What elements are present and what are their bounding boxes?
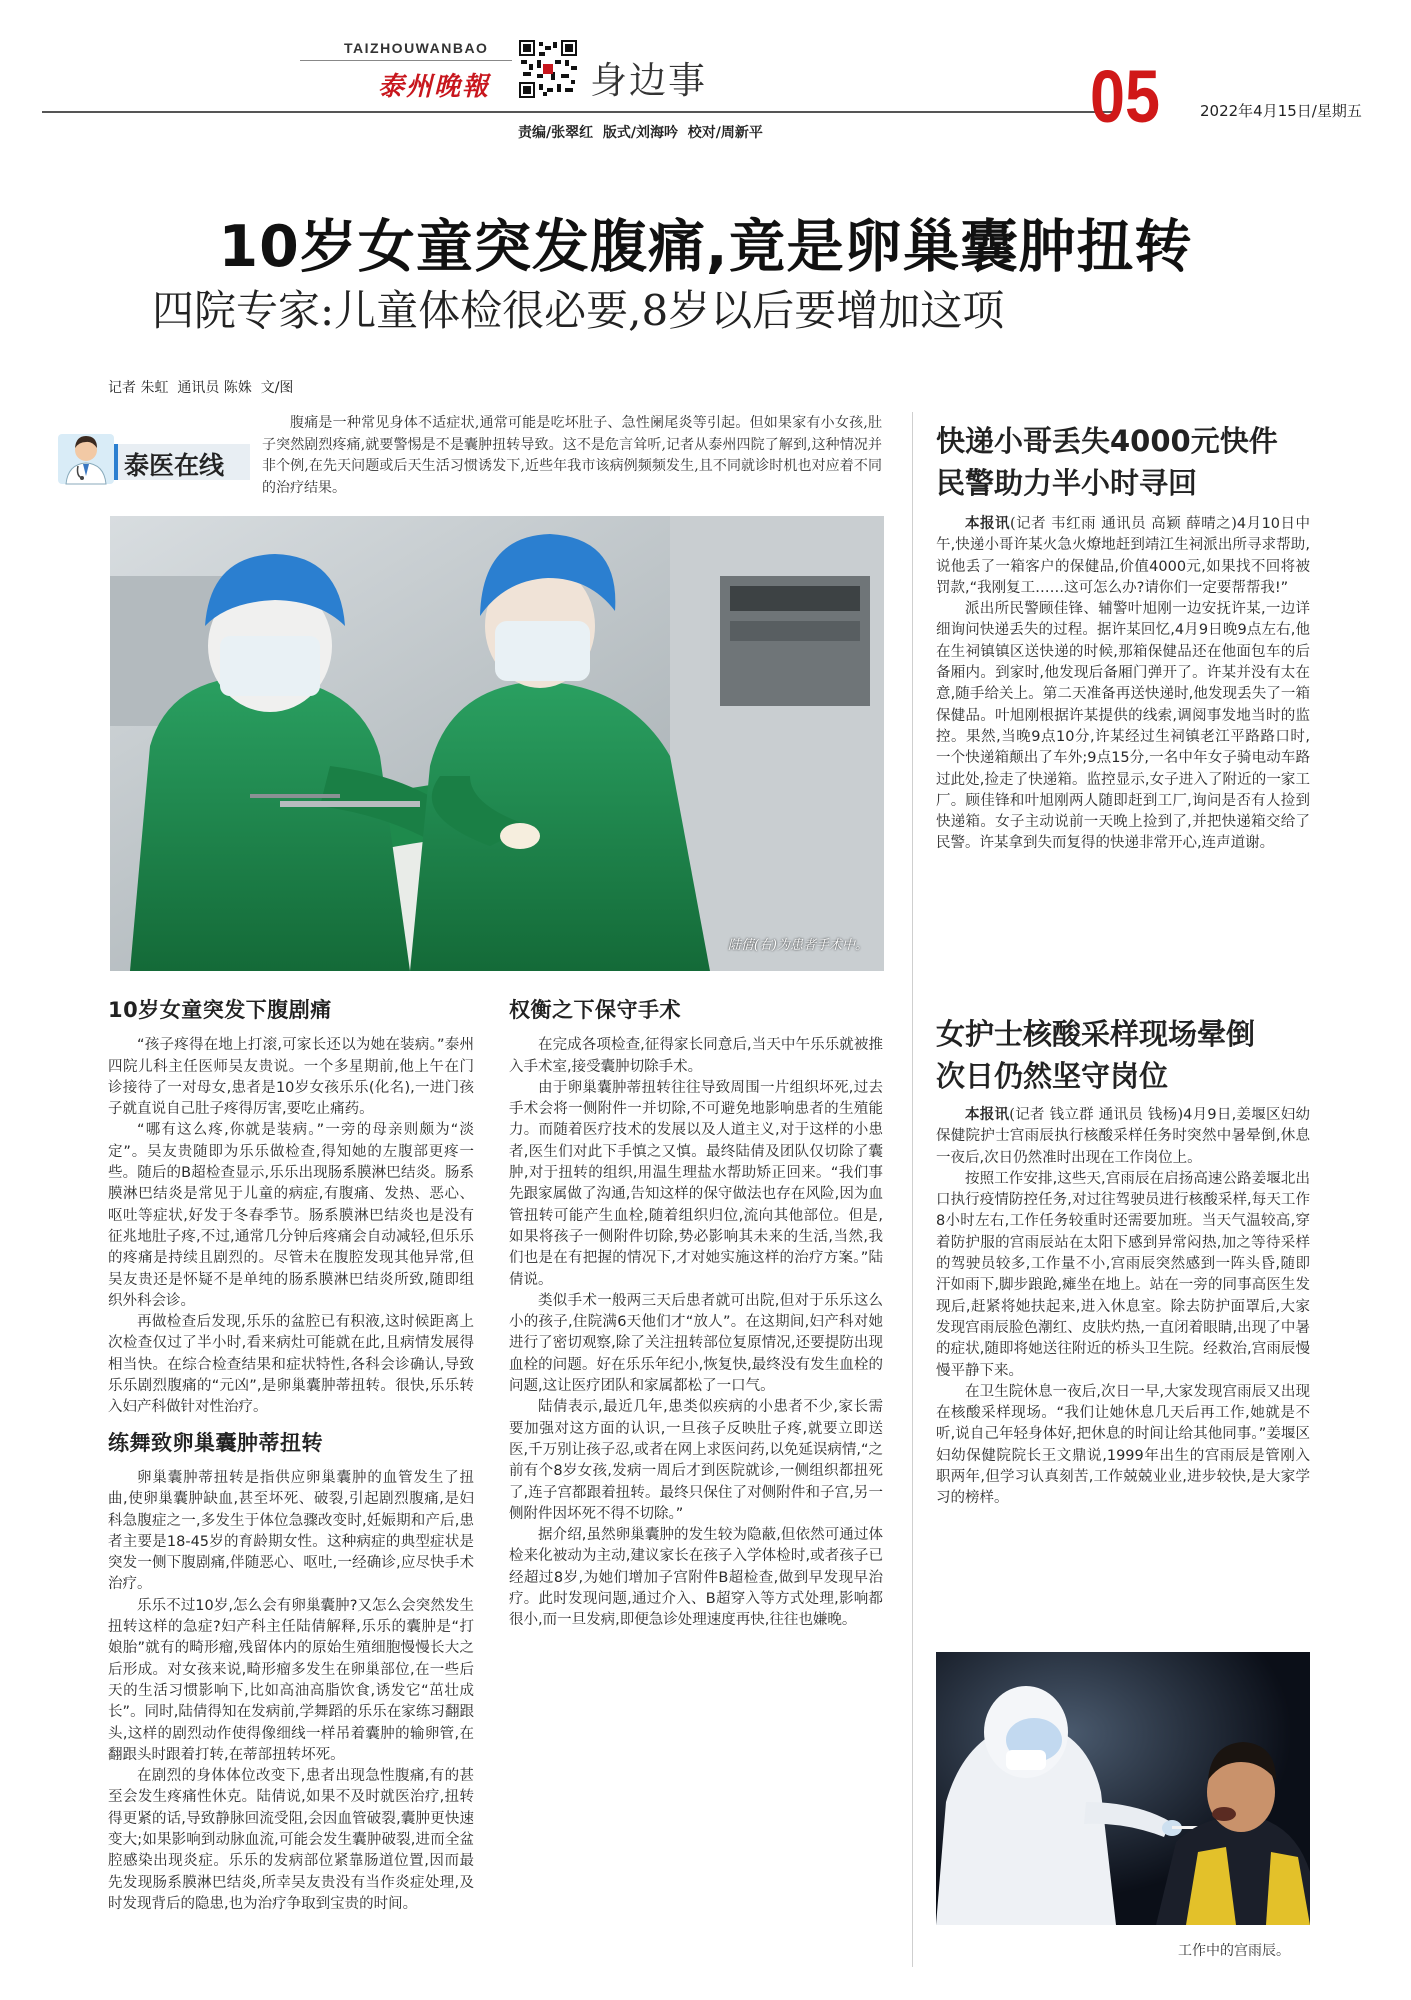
section-heading-1: 10岁女童突发下腹剧痛 xyxy=(108,998,332,1022)
lead-byline: 记者 朱虹 通讯员 陈姝 文/图 xyxy=(108,380,294,396)
dateline: 本报讯 xyxy=(965,516,1010,532)
paragraph: 4月9日,姜堰区妇幼保健院护士宫雨辰执行核酸采样任务时突然中暑晕倒,休息一夜后,次日仍然准时出现在工作岗位上。 xyxy=(936,1107,1311,1166)
nurse-sampling-photo xyxy=(936,1652,1310,1925)
paragraph: 陆倩表示,最近几年,患类似疾病的小患者不少,家长需要加强对这方面的认识,一旦孩子反映肚子疼,就要立即送医,千万别让孩子忍,或者在网上求医问药,以免延误病情,“之前有个8岁女孩,发病一周后才到医院就诊,一侧组织都扭死了,连子宫都跟着扭转。最终只保住了对侧附件和子宫,另一侧附件因坏死不得不切除。” xyxy=(509,1399,883,1522)
story3-title-line2: 次日仍然坚守岗位 xyxy=(936,1059,1169,1093)
section-heading-2: 练舞致卵巢囊肿蒂扭转 xyxy=(108,1430,323,1455)
masthead-top-rule xyxy=(300,60,512,61)
surgery-photo xyxy=(110,516,884,971)
story2-title-line2: 民警助力半小时寻回 xyxy=(936,466,1198,500)
right-rail-divider xyxy=(912,412,913,1967)
masthead-pinyin: TAIZHOUWANBAO xyxy=(344,40,489,56)
column-label: 泰医在线 xyxy=(124,451,225,480)
story2-body xyxy=(936,514,1310,855)
paragraph: 再做检查后发现,乐乐的盆腔已有积液,这时候距离上次检查仅过了半小时,看来病灶可能就在此,且病情发展得相当快。在综合检查结果和症状特性,各科会诊确认,导致乐乐剧烈腹痛的“元凶”,是卵巢囊肿蒂扭转。很快,乐乐转入妇产科做针对性治疗。 xyxy=(108,1314,474,1416)
story3-title xyxy=(936,1013,1316,1097)
story2-title-line1: 快递小哥丢失4000元快件 xyxy=(936,424,1278,458)
section-heading-3: 权衡之下保守手术 xyxy=(509,998,681,1022)
paragraph: 在剧烈的身体体位改变下,患者出现急性腹痛,有的甚至会发生疼痛性休克。陆倩说,如果不及时就医治疗,扭转得更紧的话,导致静脉回流受阻,会因血管破裂,囊肿更快速变大;如果影响到动脉血流,可能会发生囊肿破裂,进而全盆腔感染出现炎症。乐乐的发病部位紧靠肠道位置,因而最先发现肠系膜淋巴结炎,所幸吴友贵没有当作炎症处理,及时发现背后的隐患,也为治疗争取到宝贵的时间。 xyxy=(108,1768,474,1912)
paragraph: 4月10日中午,快递小哥许某火急火燎地赶到靖江生祠派出所寻求帮助,说他丢了一箱客户的保健品,价值4000元,如果找不回将被罚款,“我刚复工……这可怎么办?请你们一定要帮帮我!” xyxy=(936,516,1310,596)
lead-subhead: 四院专家:儿童体检很必要,8岁以后要增加这项 xyxy=(152,286,1005,335)
story3-body xyxy=(936,1105,1310,1510)
story3-byline: (记者 钱立群 通讯员 钱杨) xyxy=(1009,1107,1184,1123)
paragraph: 在卫生院休息一夜后,次日一早,大家发现宫雨辰又出现在核酸采样现场。“我们让她休息几天后再工作,她就是不听,说自己年轻身体好,把休息的时间让给其他同事。”姜堰区妇幼保健院院长王文鼎说,1999年出生的宫雨辰是管刚入职两年,但学习认真刻苦,工作兢兢业业,进步较快,是大家学习的榜样。 xyxy=(936,1383,1310,1507)
paragraph: 派出所民警顾佳锋、辅警叶旭刚一边安抚许某,一边详细询问快递丢失的过程。据许某回忆,4月9日晚9点左右,他在生祠镇镇区送快递的时候,那箱保健品还在他面包车的后备厢内。到家时,他发现后备厢门弹开了。许某并没有太在意,随手给关上。第二天准备再送快递时,他发现丢失了一箱保健品。叶旭刚根据许某提供的线索,调阅事发地当时的监控。果然,当晚9点10分,许某经过生祠镇老江平路路口时,一个快递箱颠出了车外;9点15分,一名中年女子骑电动车路过此处,捡走了快递箱。监控显示,女子进入了附近的一家工厂。顾佳锋和叶旭刚两人随即赶到工厂,询问是否有人捡到快递箱。女子主动说前一天晚上捡到了,并把快递箱交给了民警。许某拿到失而复得的快递非常开心,连声道谢。 xyxy=(936,601,1310,852)
story2-byline: (记者 韦红雨 通讯员 高颖 薛晴之) xyxy=(1009,516,1237,532)
paragraph: 卵巢囊肿蒂扭转是指供应卵巢囊肿的血管发生了扭曲,使卵巢囊肿缺血,甚至坏死、破裂,引起剧烈腹痛,是妇科急腹症之一,多发生于体位急骤改变时,妊娠期和产后,患者主要是18-45岁的育龄期女性。这种病症的典型症状是突发一侧下腹剧痛,伴随恶心、呕吐,一经确诊,应尽快手术治疗。 xyxy=(108,1469,474,1593)
issue-date: 2022年4月15日/星期五 xyxy=(1200,102,1362,120)
editors-line: 责编/张翠红 版式/刘海吟 校对/周新平 xyxy=(518,125,763,141)
surgery-photo-caption: 陆倩(右)为患者手术中。 xyxy=(727,938,868,953)
paragraph: 在完成各项检查,征得家长同意后,当天中午乐乐就被推入手术室,接受囊肿切除手术。 xyxy=(509,1037,883,1075)
dateline: 本报讯 xyxy=(965,1107,1010,1123)
paragraph: 类似手术一般两三天后患者就可出院,但对于乐乐这么小的孩子,住院满6天他们才“放人”。在这期间,妇产科对她进行了密切观察,除了关注扭转部位复原情况,还要提防出现血栓的问题。好在乐乐年纪小,恢复快,最终没有发生血栓的问题,这让医疗团队和家属都松了一口气。 xyxy=(509,1292,883,1395)
paragraph: 据介绍,虽然卵巢囊肿的发生较为隐蔽,但依然可通过体检来化被动为主动,建议家长在孩子入学体检时,或者孩子已经超过8岁,为她们增加子宫附件B超检查,做到早发现早治疗。此时发现问题,通过介入、B超穿入等方式处理,影响都很小,而一旦发病,即便急诊处理速度再快,往往也嫌晚。 xyxy=(509,1527,883,1629)
qr-code-icon xyxy=(519,40,577,98)
doctor-icon xyxy=(56,428,116,490)
page-number: 05 xyxy=(1090,55,1160,138)
paragraph: “孩子疼得在地上打滚,可家长还以为她在装病。”泰州四院儿科主任医师吴友贵说。一个多星期前,他上午在门诊接待了一对母女,患者是10岁女孩乐乐(化名),一进门孩子就直说自己肚子疼得厉害,要吃止痛药。 xyxy=(108,1037,474,1118)
section-name: 身边事 xyxy=(590,59,707,102)
story2-title xyxy=(936,420,1316,504)
paragraph: 由于卵巢囊肿蒂扭转往往导致周围一片组织坏死,过去手术会将一侧附件一并切除,不可避免地影响患者的生殖能力。而随着医疗技术的发展以及人道主义,对于这样的小患者,医生们对此下手慎之又慎。最终陆倩及团队仅切除了囊肿,对于扭转的组织,用温生理盐水帮助矫正回来。“我们事先跟家属做了沟通,告知这样的保守做法也存在风险,因为血管扭转可能产生血栓,随着组织归位,流向其他部位。但是,如果将孩子一侧附件切除,势必影响其未来的生活,当然,我们也是在有把握的情况下,才对她实施这样的治疗方案。”陆倩说。 xyxy=(509,1079,883,1288)
lead-body-column-2 xyxy=(509,1000,883,1632)
paragraph: 乐乐不过10岁,怎么会有卵巢囊肿?又怎么会突然发生扭转这样的急症?妇产科主任陆倩解释,乐乐的囊肿是“打娘胎”就有的畸形瘤,残留体内的原始生殖细胞慢慢长大之后形成。对女孩来说,畸形瘤多发生在卵巢部位,在一些后天的生活习惯影响下,比如高油高脂饮食,诱发它“茁壮成长”。同时,陆倩得知在发病前,学舞蹈的乐乐在家练习翻跟头,这样的剧烈动作使得像细线一样吊着囊肿的输卵管,在翻跟头时跟着打转,在蒂部扭转坏死。 xyxy=(108,1597,474,1763)
lead-headline: 10岁女童突发腹痛,竟是卵巢囊肿扭转 xyxy=(218,214,1193,280)
lead-body-column-1 xyxy=(108,1000,474,1915)
story3-title-line1: 女护士核酸采样现场晕倒 xyxy=(936,1017,1256,1051)
nurse-photo-caption: 工作中的宫雨辰。 xyxy=(1178,1943,1290,1959)
paragraph: 按照工作安排,这些天,宫雨辰在启扬高速公路姜堰北出口执行疫情防控任务,对过往驾驶员进行核酸采样,每天工作8小时左右,工作任务较重时还需要加班。当天气温较高,穿着防护服的宫雨辰站在太阳下感到异常闷热,加之等待采样的驾驶员较多,工作量不小,宫雨辰突然感到一阵头昏,随即汗如雨下,脚步踉跄,瘫坐在地上。站在一旁的同事高医生发现后,赶紧将她扶起来,进入休息室。除去防护面罩后,大家发现宫雨辰脸色潮红、皮肤灼热,一直闭着眼睛,出现了中暑的症状,随即将她送往附近的桥头卫生院。经救治,宫雨辰慢慢平静下来。 xyxy=(936,1170,1310,1379)
paragraph: “哪有这么疼,你就是装病。”一旁的母亲则颇为“淡定”。吴友贵随即为乐乐做检查,得知她的左腹部更疼一些。随后的B超检查显示,乐乐出现肠系膜淋巴结炎。肠系膜淋巴结炎是常见于儿童的病症,有腹痛、发热、恶心、呕吐等症状,好发于冬春季节。肠系膜淋巴结炎也是没有征兆地肚子疼,不过,通常几分钟后疼痛会自动减轻,但乐乐的疼痛是持续且剧烈的。尽管未在腹腔发现其他异常,但吴友贵还是怀疑不是单纯的肠系膜淋巴结炎所致,随即组织外科会诊。 xyxy=(108,1122,474,1309)
masthead-rule xyxy=(42,111,1117,113)
lead-intro: 腹痛是一种常见身体不适症状,通常可能是吃坏肚子、急性阑尾炎等引起。但如果家有小女孩,肚子突然剧烈疼痛,就要警惕是不是囊肿扭转导致。这不是危言耸听,记者从泰州四院了解到,这种情况并非个例,在先天问题或后天生活习惯诱发下,近些年我市该病例频频发生,且不同就诊时机也对应着不同的治疗结果。 xyxy=(262,415,882,496)
masthead-logo: 泰州晚報 xyxy=(378,72,491,102)
